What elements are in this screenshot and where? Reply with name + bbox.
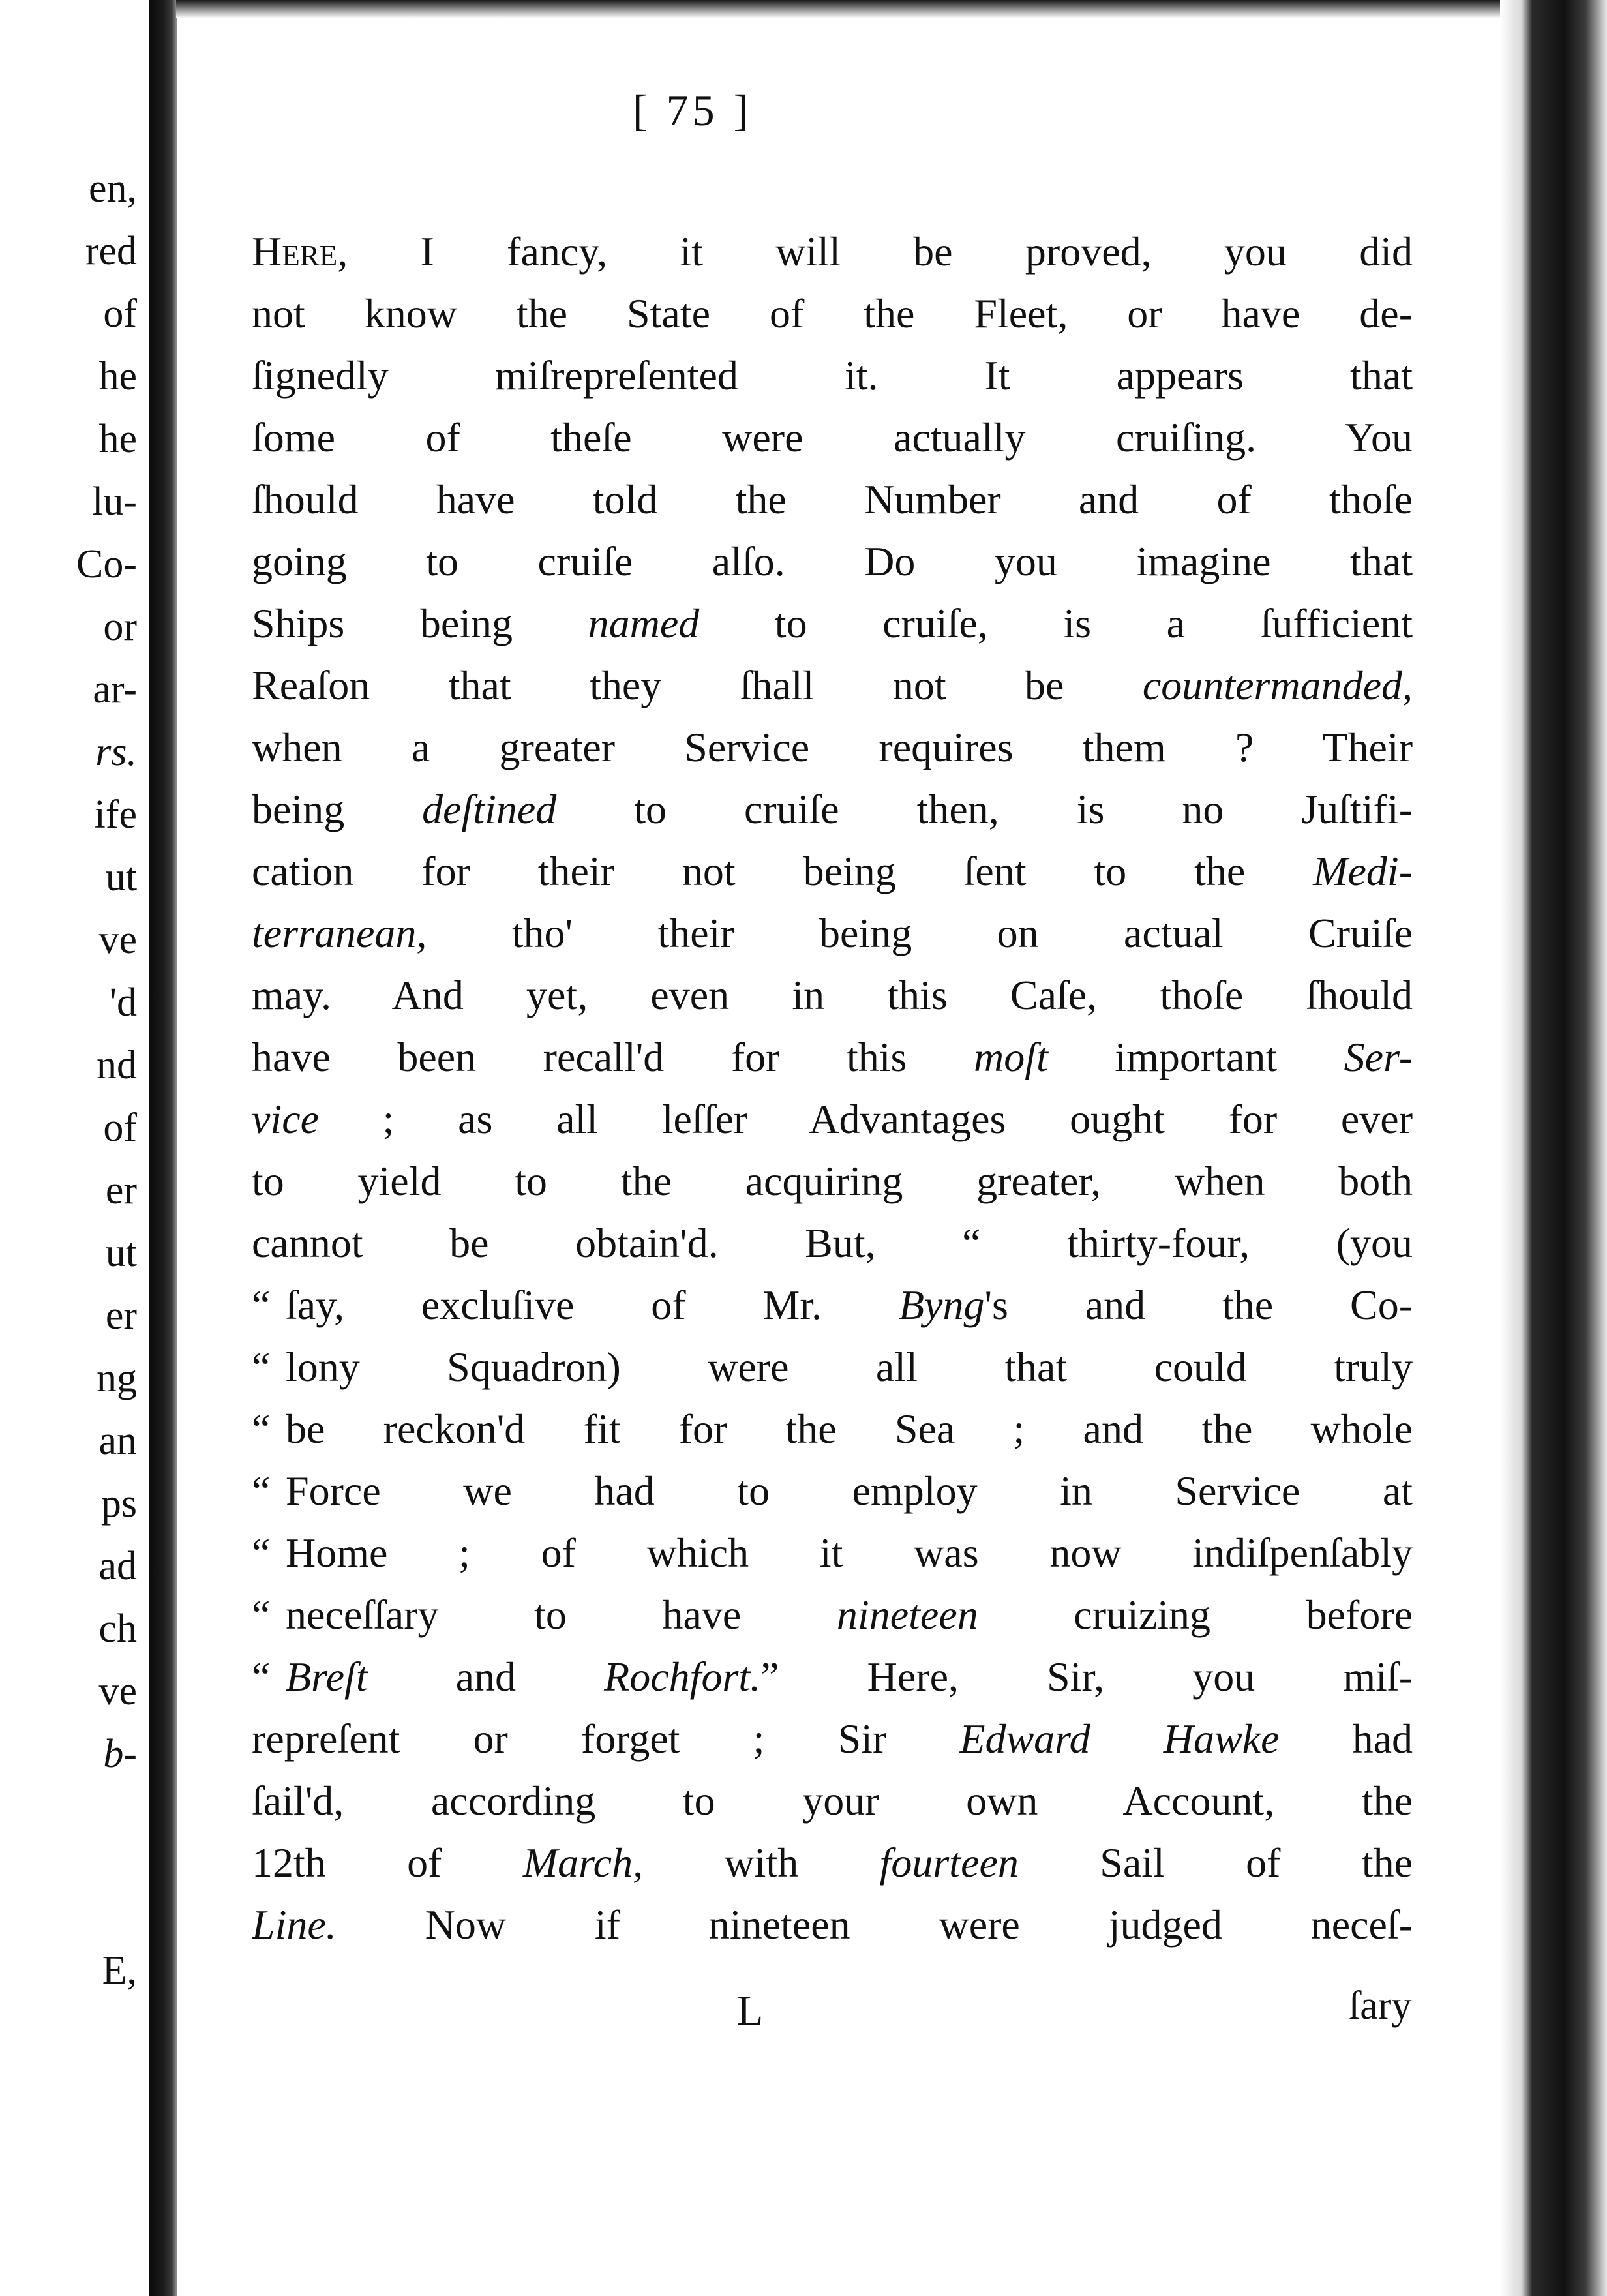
text-segment: with (643, 1839, 880, 1886)
text-segment: ; as all leſſer Advantages ought for ever (319, 1096, 1413, 1142)
left-page-line-fragment: he (98, 417, 137, 461)
left-page-line-fragment: ng (97, 1356, 137, 1400)
left-page-line-fragment: ar- (93, 667, 137, 712)
italic-text: Line. (252, 1901, 337, 1948)
text-segment: may. And yet, even in this Caſe, thoſe ſhould (252, 972, 1413, 1018)
text-line (252, 592, 1413, 654)
text-segment: neceſſary to have (286, 1592, 837, 1638)
text-segment: Ships being (252, 600, 588, 646)
left-page-line-fragment: of (103, 1106, 137, 1150)
left-page-line-fragment: rs. (95, 730, 137, 774)
left-page-line-fragment: 'd (109, 980, 137, 1025)
book-right-edge (1500, 0, 1607, 2296)
left-page-line-fragment: E, (102, 1948, 137, 1993)
italic-text: moſt (973, 1034, 1048, 1080)
text-line (252, 1770, 1413, 1832)
italic-text: Byng (898, 1282, 985, 1328)
italic-text: Medi- (1313, 848, 1413, 894)
left-page-line-fragment: he (98, 354, 137, 399)
left-page-line-fragment: er (105, 1168, 137, 1213)
text-segment: to cruiſe, is a ſufficient (699, 600, 1413, 646)
text-line (252, 902, 1413, 964)
italic-text: March, (522, 1839, 644, 1886)
text-line (252, 1584, 1413, 1646)
text-line (252, 1150, 1413, 1212)
text-segment: had (1279, 1715, 1413, 1762)
italic-text: Breſt (286, 1654, 368, 1700)
quotation-mark: “ (252, 1468, 271, 1514)
text-segment: 12th of (252, 1839, 523, 1886)
quotation-mark: “ (252, 1344, 271, 1390)
left-page-line-fragment: ch (98, 1607, 137, 1651)
text-line (252, 964, 1413, 1026)
text-line (252, 1460, 1413, 1522)
catchword: ſary (1349, 1984, 1412, 2028)
text-segment: ſay, excluſive of Mr. (286, 1282, 899, 1328)
text-line (252, 282, 1413, 344)
text-line (252, 1026, 1413, 1088)
text-segment: lony Squadron) were all that could truly (286, 1344, 1413, 1390)
text-line (252, 1088, 1413, 1150)
text-segment: , I fancy, it will be proved, you did (337, 228, 1413, 275)
text-segment: Sail of the (1018, 1839, 1413, 1886)
text-line (252, 468, 1413, 530)
page-number: [ 75 ] (633, 85, 753, 135)
text-segment: Reaſon that they ſhall not be (252, 662, 1143, 708)
text-segment: ſail'd, according to your own Account, the (252, 1777, 1413, 1824)
italic-text: vice (252, 1096, 319, 1142)
text-line (252, 1894, 1413, 1956)
text-segment: Now if nineteen were judged neceſ- (336, 1901, 1413, 1948)
left-page-line-fragment: red (85, 229, 137, 273)
text-line (252, 1708, 1413, 1770)
text-segment: not know the State of the Fleet, or have de- (252, 290, 1413, 337)
text-segment: when a greater Service requires them ? Their (252, 724, 1413, 770)
left-page-line-fragment: en, (88, 166, 137, 211)
text-line (252, 1646, 1413, 1708)
left-page-line-fragment: ve (98, 918, 137, 962)
italic-text: deſtined (422, 786, 557, 832)
text-line (252, 344, 1413, 406)
left-page-line-fragment: ife (94, 793, 137, 837)
left-page-line-fragment: of (103, 292, 137, 336)
text-line (252, 530, 1413, 592)
text-segment: being (252, 786, 423, 832)
text-line (252, 1398, 1413, 1460)
quotation-mark: “ (252, 1282, 271, 1328)
italic-text: fourteen (879, 1839, 1019, 1886)
left-page-line-fragment: ps (100, 1481, 137, 1526)
text-segment: Here (252, 228, 338, 275)
text-segment: important (1047, 1034, 1344, 1080)
italic-text: Ser- (1344, 1034, 1413, 1080)
italic-text: Edward Hawke (959, 1715, 1280, 1762)
text-line (252, 1336, 1413, 1398)
text-segment: be reckon'd fit for the Sea ; and the whole (286, 1406, 1413, 1452)
text-segment: have been recall'd for this (252, 1034, 974, 1080)
text-segment: cruizing before (978, 1592, 1413, 1638)
text-segment: to cruiſe then, is no Juſtifi- (556, 786, 1413, 832)
left-page-line-fragment: ut (105, 855, 137, 899)
text-segment: repreſent or forget ; Sir (252, 1715, 960, 1762)
quotation-mark: “ (252, 1406, 271, 1452)
left-page-line-fragment: an (98, 1419, 137, 1463)
text-line (252, 220, 1413, 282)
text-segment: cannot be obtain'd. But, “ thirty-four, (you (252, 1220, 1413, 1266)
left-page-line-fragment: b- (103, 1732, 137, 1776)
italic-text: named (588, 600, 700, 646)
text-line (252, 1522, 1413, 1584)
quotation-mark: “ (252, 1530, 271, 1576)
text-segment: to yield to the acquiring greater, when both (252, 1158, 1413, 1204)
italic-text: terranean, (252, 910, 427, 956)
right-page (196, 0, 1494, 2270)
text-segment: tho' their being on actual Cruiſe (427, 910, 1413, 956)
text-segment: ſome of theſe were actually cruiſing. You (252, 414, 1413, 461)
text-segment: Force we had to employ in Service at (286, 1468, 1413, 1514)
text-segment: ” Here, Sir, you miſ- (760, 1654, 1413, 1700)
text-segment: Home ; of which it was now indiſpenſably (286, 1530, 1413, 1576)
text-line (252, 1832, 1413, 1894)
italic-text: countermanded, (1142, 662, 1413, 708)
left-page-line-fragment: lu- (92, 479, 137, 524)
text-line (252, 654, 1413, 716)
text-segment: cation for their not being ſent to the (252, 848, 1314, 894)
quotation-mark: “ (252, 1654, 271, 1700)
text-line (252, 716, 1413, 778)
left-page-line-fragment: nd (97, 1043, 137, 1087)
text-segment: going to cruiſe alſo. Do you imagine that (252, 538, 1413, 584)
text-line (252, 778, 1413, 840)
text-line (252, 1212, 1413, 1274)
left-page-line-fragment: or (103, 605, 137, 649)
left-page-line-fragment: Co- (76, 542, 137, 586)
text-segment: 's and the Co- (984, 1282, 1413, 1328)
text-line (252, 840, 1413, 902)
text-segment: ſhould have told the Number and of thoſe (252, 476, 1413, 522)
italic-text: Rochfort. (604, 1654, 761, 1700)
book-gutter (149, 0, 177, 2296)
text-segment: and (367, 1654, 605, 1700)
italic-text: nineteen (836, 1592, 978, 1638)
left-page-line-fragment: er (105, 1293, 137, 1338)
text-line (252, 406, 1413, 468)
signature-mark: L (737, 1987, 764, 2034)
text-segment: ſignedly miſrepreſented it. It appears that (252, 352, 1413, 399)
text-line (252, 1274, 1413, 1336)
quotation-mark: “ (252, 1592, 271, 1638)
left-page-line-fragment: ad (98, 1544, 137, 1588)
body-text (252, 220, 1413, 1956)
left-page-line-fragment: ut (105, 1231, 137, 1275)
left-page-line-fragment: ve (98, 1669, 137, 1714)
left-page-fragment (0, 0, 147, 2296)
